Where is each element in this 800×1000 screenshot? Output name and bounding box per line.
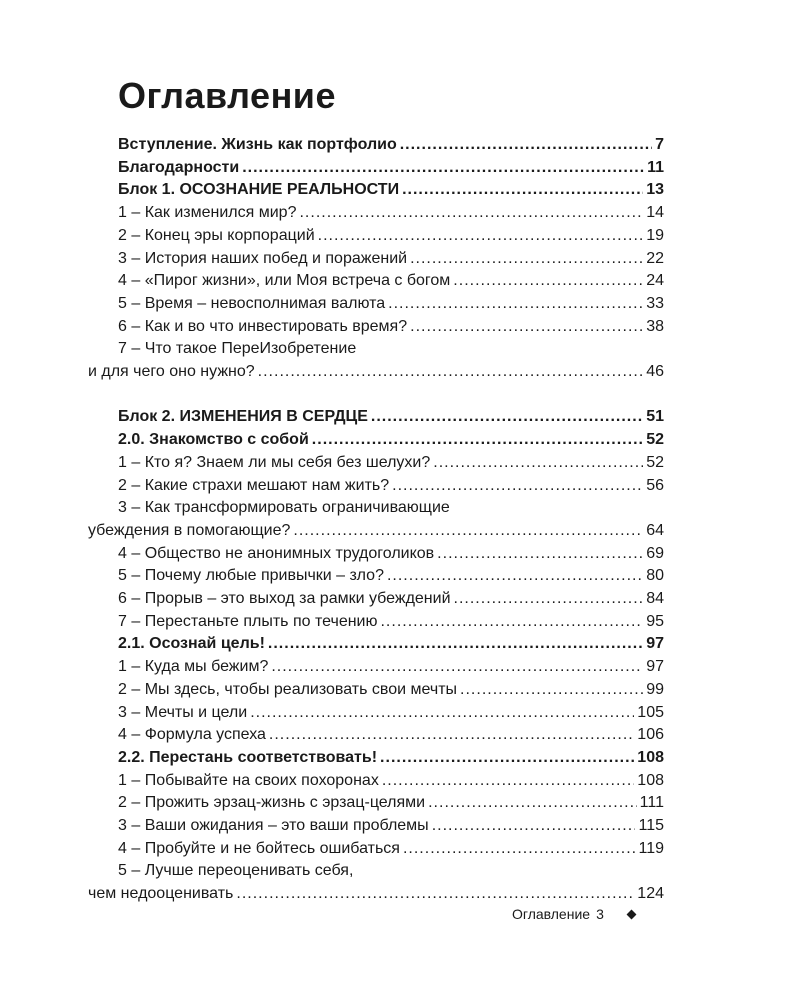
toc-page-number: 115 xyxy=(638,817,664,834)
dot-leader xyxy=(453,270,643,292)
toc-page-number: 51 xyxy=(646,408,664,426)
dot-leader xyxy=(242,157,644,179)
toc-entry xyxy=(118,202,664,224)
dot-leader xyxy=(403,838,636,860)
toc-entry xyxy=(118,565,664,587)
toc-page-number: 11 xyxy=(647,158,664,176)
toc-page-number: 108 xyxy=(637,771,664,789)
toc-entry-title: 7 – Что такое ПереИзобретение xyxy=(118,340,357,358)
toc-page-number: 19 xyxy=(646,226,664,244)
toc-page-number: 106 xyxy=(637,726,664,744)
dot-leader xyxy=(299,202,643,224)
toc-page-number: 97 xyxy=(646,635,664,653)
toc-entry-title: 4 – Формула успеха xyxy=(118,726,266,744)
toc-entry-title: 1 – Как изменился мир? xyxy=(118,204,297,222)
toc-page-number: 33 xyxy=(646,294,664,312)
toc-entry-title: Блок 1. ОСОЗНАНИЕ РЕАЛЬНОСТИ xyxy=(118,181,400,199)
diamond-icon xyxy=(626,909,636,919)
toc-entry-title: Вступление. Жизнь как портфолио xyxy=(118,136,397,153)
dot-leader xyxy=(312,429,643,451)
toc-page-number: 84 xyxy=(646,590,664,607)
dot-leader xyxy=(380,611,643,633)
toc-entry-title: 2.2. Перестань соответствовать! xyxy=(118,748,378,766)
dot-leader xyxy=(392,475,643,497)
dot-leader xyxy=(402,179,643,201)
toc-entry-title: 1 – Побывайте на своих похоронах xyxy=(118,771,379,789)
dot-leader xyxy=(410,248,643,270)
toc-page-number: 13 xyxy=(646,181,664,199)
page-footer xyxy=(512,904,635,924)
toc-entry xyxy=(118,747,664,769)
toc-entry-title: 3 – Мечты и цели xyxy=(118,703,248,721)
toc-entry xyxy=(118,475,664,497)
toc-page-number: 52 xyxy=(646,431,664,449)
toc-entry xyxy=(118,134,664,156)
dot-leader xyxy=(318,225,644,247)
toc-entry-title: 1 – Куда мы бежим? xyxy=(118,658,269,676)
dot-leader xyxy=(380,747,634,769)
toc-entry-title: 3 – История наших побед и поражений xyxy=(118,249,408,267)
dot-leader xyxy=(410,316,643,338)
toc-entry-title: 2 – Прожить эрзац-жизнь с эрзац-целями xyxy=(118,794,426,812)
dot-leader xyxy=(268,633,643,655)
toc-entry-title: 5 – Время – невосполнимая валюта xyxy=(118,294,386,312)
dot-leader xyxy=(387,565,643,587)
dot-leader xyxy=(388,293,643,315)
toc-entry xyxy=(118,656,664,678)
toc-page-number: 97 xyxy=(646,658,664,676)
dot-leader xyxy=(258,361,644,383)
toc-page-number: 24 xyxy=(646,272,664,290)
toc-page-number: 111 xyxy=(639,794,664,812)
toc-page-number: 64 xyxy=(646,521,664,539)
toc-page-number: 38 xyxy=(646,317,664,335)
toc-entry xyxy=(88,520,664,542)
toc-entry-title: 7 – Перестаньте плыть по течению xyxy=(118,612,378,630)
toc-page-number: 56 xyxy=(646,476,664,494)
dot-leader xyxy=(269,724,634,746)
toc-entry-title: 3 – Ваши ожидания – это ваши проблемы xyxy=(118,817,429,834)
toc-entry-title: 2.0. Знакомство с собой xyxy=(118,431,309,449)
toc-page-number: 52 xyxy=(646,453,664,471)
dot-leader xyxy=(433,452,643,474)
toc-page-number: 22 xyxy=(646,249,664,267)
toc-entry-title: 2.1. Осознай цель! xyxy=(118,635,265,653)
toc-entry xyxy=(118,406,664,428)
toc-entry-title: 4 – «Пирог жизни», или Моя встреча с богом xyxy=(118,272,451,290)
toc-entry-title: 5 – Почему любые привычки – зло? xyxy=(118,567,384,585)
dot-leader xyxy=(432,815,636,837)
toc-entry xyxy=(118,588,664,610)
toc-entry xyxy=(118,702,664,724)
toc-entry xyxy=(118,270,664,292)
toc-entry xyxy=(118,770,664,792)
toc-page-number: 80 xyxy=(646,567,664,585)
toc-page-number: 105 xyxy=(637,703,664,721)
toc-entry-title: 5 – Лучше переоценивать себя, xyxy=(118,862,354,880)
toc-entry-title: Благодарности xyxy=(118,158,240,176)
dot-leader xyxy=(428,792,637,814)
toc-entry xyxy=(118,633,664,655)
toc-entry-title: 2 – Конец эры корпораций xyxy=(118,226,315,244)
dot-leader xyxy=(293,520,643,542)
toc-entry xyxy=(118,157,664,179)
toc-entry-continuation: чем недооценивать xyxy=(88,885,234,903)
toc-entry-title: 6 – Прорыв – это выход за рамки убеждений xyxy=(118,590,451,607)
toc-entry xyxy=(118,429,664,451)
dot-leader xyxy=(454,588,644,610)
toc-page-number: 124 xyxy=(637,885,664,903)
dot-leader xyxy=(271,656,643,678)
dot-leader xyxy=(250,702,634,724)
toc-entry-title: Блок 2. ИЗМЕНЕНИЯ В СЕРДЦЕ xyxy=(118,408,368,426)
toc-entry xyxy=(118,792,664,814)
toc-entry-title: 4 – Общество не анонимных трудоголиков xyxy=(118,544,435,562)
toc-entry-title: 2 – Мы здесь, чтобы реализовать свои мечты xyxy=(118,680,458,698)
toc-entry xyxy=(118,611,664,633)
toc-page-number: 119 xyxy=(638,839,664,857)
toc-page-number: 108 xyxy=(637,748,664,766)
toc-entry-title: 2 – Какие страхи мешают нам жить? xyxy=(118,476,390,494)
toc-entry xyxy=(88,361,664,383)
dot-leader xyxy=(400,134,652,156)
toc-page-number: 14 xyxy=(646,204,664,222)
dot-leader xyxy=(437,543,643,565)
toc-page-number: 46 xyxy=(646,363,664,380)
toc-page-number: 99 xyxy=(646,680,664,698)
dot-leader xyxy=(236,883,634,905)
toc-entry xyxy=(118,679,664,701)
toc-entry xyxy=(118,225,664,247)
toc-entry xyxy=(118,293,664,315)
toc-page-number: 95 xyxy=(646,612,664,630)
toc-entry-title: 4 – Пробуйте и не бойтесь ошибаться xyxy=(118,839,400,857)
toc-entry-title: 1 – Кто я? Знаем ли мы себя без шелухи? xyxy=(118,453,431,471)
toc-entry xyxy=(118,838,664,860)
dot-leader xyxy=(460,679,643,701)
toc-entry xyxy=(118,179,664,201)
dot-leader xyxy=(382,770,634,792)
footer-page-number: 3 xyxy=(596,906,604,922)
toc-entry xyxy=(118,452,664,474)
toc-entry-continuation: и для чего оно нужно? xyxy=(88,363,255,380)
toc-entry-continuation: убеждения в помогающие? xyxy=(88,521,291,539)
toc-page-number: 69 xyxy=(646,544,664,562)
toc-entry xyxy=(118,248,664,270)
toc-entry-title: 3 – Как трансформировать ограничивающие xyxy=(118,499,450,517)
toc-entry xyxy=(118,724,664,746)
dot-leader xyxy=(371,406,643,428)
toc-entry xyxy=(118,815,664,837)
toc-entry xyxy=(118,316,664,338)
toc-page-number: 7 xyxy=(655,136,664,153)
page-title: Оглавление xyxy=(118,75,336,116)
footer-label: Оглавление xyxy=(512,906,591,922)
toc-entry-title: 6 – Как и во что инвестировать время? xyxy=(118,317,408,335)
toc-entry xyxy=(88,883,664,905)
toc-entry xyxy=(118,543,664,565)
